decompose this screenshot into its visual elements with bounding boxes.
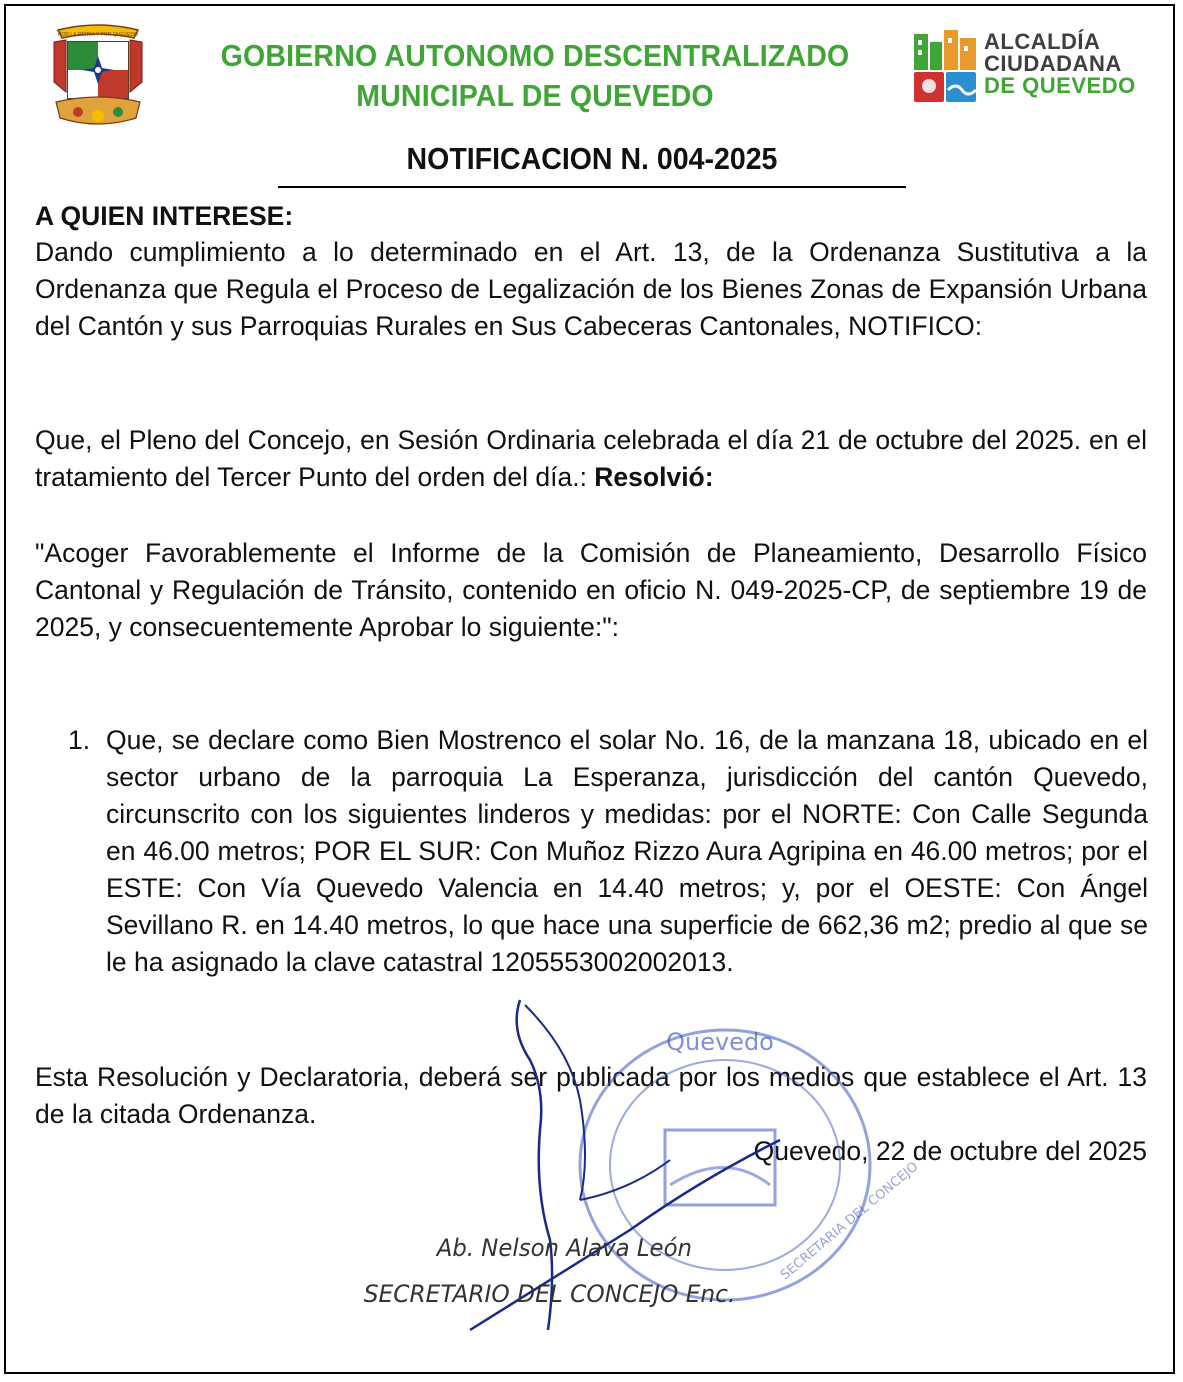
document-date: Quevedo, 22 de octubre del 2025: [753, 1136, 1147, 1166]
title-underline: [278, 186, 906, 188]
paragraph-session: [35, 422, 1147, 496]
paragraph-intro: Dando cumplimiento a lo determinado en el Art. 13, de la Ordenanza Sustitutiva a la Ordenanza que Regula el Proceso de Legalización de los Bienes Zonas de Expansión Urbana del Cantón y sus Parroquias Rurales en Sus Cabeceras Cantonales, NOTIFICO:: [35, 237, 1147, 341]
notification-title: NOTIFICACION N. 004-2025: [406, 141, 778, 176]
list-item-number: 1.: [68, 725, 91, 755]
alcaldia-line3: DE QUEVEDO: [984, 73, 1136, 98]
alcaldia-ciudadana-wordmark: [984, 31, 1136, 97]
alcaldia-line1: ALCALDÍA: [984, 29, 1101, 54]
salutation: A QUIEN INTERESE:: [35, 201, 294, 231]
paragraph-closing: Esta Resolución y Declaratoria, deberá ser publicada por los medios que establece el Art. 13 de la citada Ordenanza.: [35, 1062, 1147, 1129]
municipal-crest-logo: [48, 22, 148, 130]
stamp-city-text: Quevedo: [666, 1028, 774, 1056]
institution-heading-line2: MUNICIPAL DE QUEVEDO: [356, 78, 714, 113]
signatory-role: SECRETARIO DEL CONCEJO Enc.: [363, 1280, 736, 1308]
signatory-name: Ab. Nelson Alava León: [436, 1234, 692, 1262]
institution-heading-line1: GOBIERNO AUTONOMO DESCENTRALIZADO: [220, 38, 850, 73]
alcaldia-ciudadana-logo: [912, 28, 978, 104]
list-item: Que, se declare como Bien Mostrenco el solar No. 16, de la manzana 18, ubicado en el sector urbano de la parroquia La Esperanza, jurisdicción del cantón Quevedo, circunscrito con los siguientes linderos y medidas: por el NORTE: Con Calle Segunda en 46.00 metros; POR EL SUR: Con Muñoz Rizzo Aura Agripina en 46.00 metros; por el ESTE: Con Vía Quevedo Valencia en 14.40 metros; y, por el OESTE: Con Ángel Sevillano R. en 14.40 metros, lo que hace una superficie de 662,36 m2; predio al que se le ha asignado la clave catastral 1205553002002013.: [106, 725, 1148, 977]
alcaldia-line2: CIUDADANA: [984, 51, 1122, 76]
resolution-list: [68, 722, 1148, 981]
paragraph-session-text: Que, el Pleno del Concejo, en Sesión Ordinaria celebrada el día 21 de octubre del 2025. en el tratamiento del Tercer Punto del orden del día.:: [35, 425, 1147, 492]
paragraph-resolution: "Acoger Favorablemente el Informe de la Comisión de Planeamiento, Desarrollo Físico Cantonal y Regulación de Tránsito, contenido en oficio N. 049-2025-CP, de septiembre 19 de 2025, y consecuentemente Aprobar lo siguiente:":: [35, 538, 1147, 642]
institution-heading: [208, 36, 861, 116]
resolution-label: Resolvió:: [594, 462, 714, 492]
svg-text:POR LA PATRIA Y POR QUEVEDO: POR LA PATRIA Y POR QUEVEDO: [58, 32, 138, 38]
stamp-ring-text: SECRETARIA DEL CONCEJO: [777, 1159, 922, 1284]
